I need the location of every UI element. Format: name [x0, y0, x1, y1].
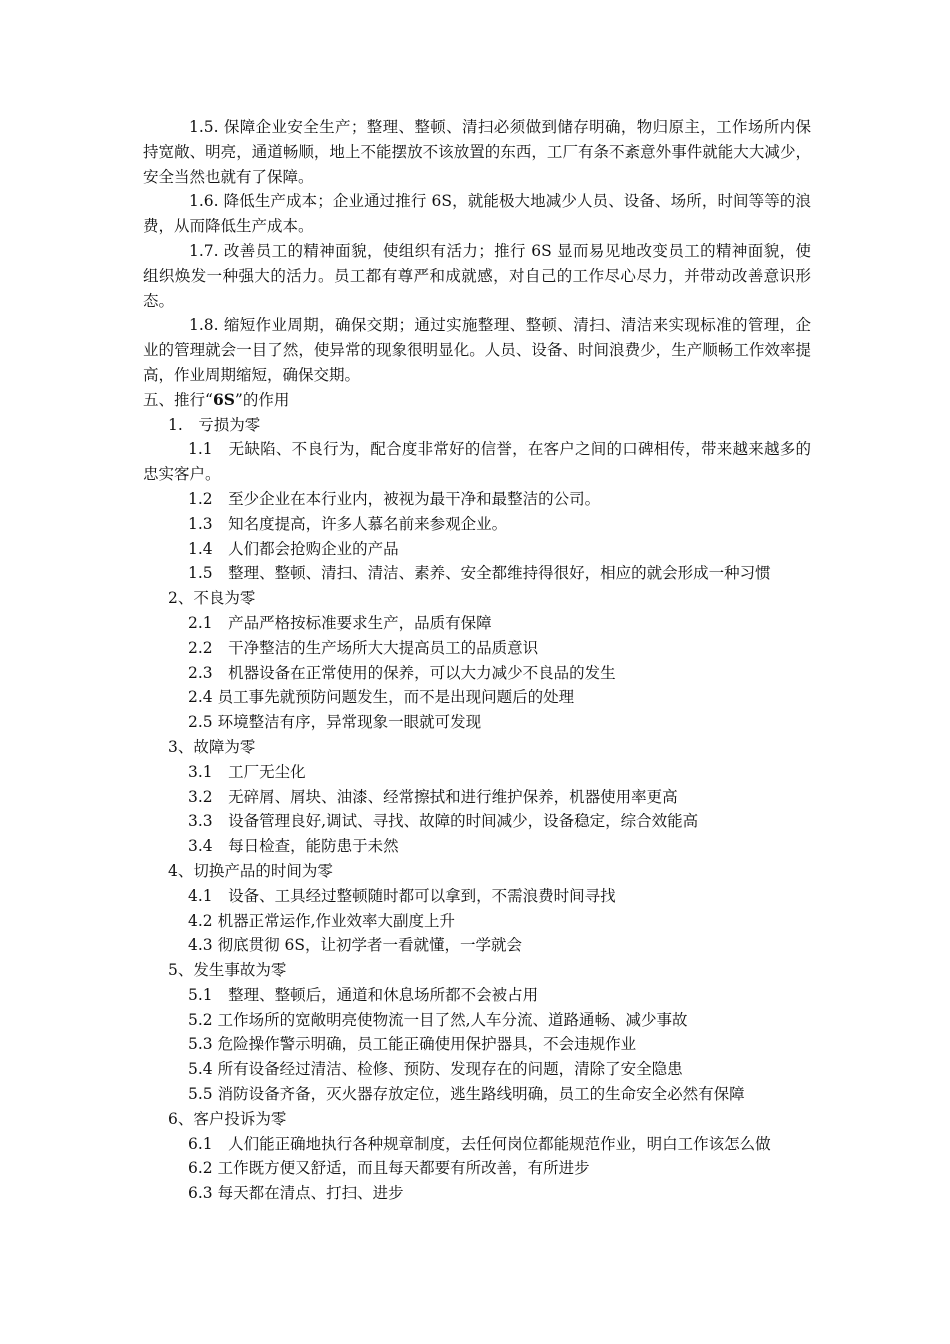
group-title: 3、故障为零 [168, 737, 256, 756]
item-text: 设备管理良好,调试、寻找、故障的时间减少，设备稳定，综合效能高 [212, 812, 699, 831]
list-item [143, 834, 811, 859]
item-number: 4.3 [188, 936, 213, 955]
list-item [143, 909, 811, 934]
item-number: 2.4 [188, 688, 213, 707]
list-item [143, 561, 811, 586]
list-item [143, 685, 811, 710]
item-text: 彻底贯彻 6S，让初学者一看就懂，一学就会 [212, 936, 522, 955]
paragraph-1-6: 1.6. 降低生产成本；企业通过推行 6S，就能极大地减少人员、设备、场所，时间等等的浪费，从而降低生产成本。 [143, 192, 811, 236]
list-item [143, 611, 811, 636]
item-number: 5.5 [188, 1085, 213, 1104]
item-number: 1.5 [188, 564, 213, 583]
list-item [143, 933, 811, 958]
item-number: 5.3 [188, 1035, 213, 1054]
list-item [143, 1082, 811, 1107]
benefit-groups [143, 413, 811, 1207]
item-number: 3.1 [188, 762, 213, 781]
group-title: 5、发生事故为零 [168, 961, 287, 980]
item-number: 1.2 [188, 489, 213, 508]
item-text: 无缺陷、不良行为，配合度非常好的信誉，在客户之间的口碑相传，带来越来越多的忠实客户。 [143, 440, 811, 484]
item-text: 工作既方便又舒适，而且每天都要有所改善，有所进步 [212, 1159, 590, 1178]
item-text: 员工事先就预防问题发生，而不是出现问题后的处理 [212, 688, 575, 707]
list-item [143, 1132, 811, 1157]
item-number: 6.2 [188, 1159, 213, 1178]
item-number: 3.4 [188, 837, 213, 856]
item-number: 2.3 [188, 663, 213, 682]
list-item [143, 537, 811, 562]
item-text: 整理、整顿后，通道和休息场所都不会被占用 [212, 985, 539, 1004]
item-number: 1.4 [188, 539, 213, 558]
list-item [143, 636, 811, 661]
paragraph-1-5: 1.5. 保障企业安全生产；整理、整顿、清扫必须做到储存明确，物归原主，工作场所内保持宽敞、明亮，通道畅顺，地上不能摆放不该放置的东西，工厂有条不紊意外事件就能大大减少，安全当然也就有了保障。 [143, 118, 811, 186]
item-text: 知名度提高，许多人慕名前来参观企业。 [212, 514, 508, 533]
list-item [143, 1008, 811, 1033]
item-text: 设备、工具经过整顿随时都可以拿到，不需浪费时间寻找 [212, 886, 616, 905]
list-item [143, 809, 811, 834]
list-item [143, 1156, 811, 1181]
group-title: 1. 亏损为零 [168, 415, 261, 434]
item-number: 2.2 [188, 638, 213, 657]
item-number: 2.5 [188, 713, 213, 732]
item-text: 所有设备经过清洁、检修、预防、发现存在的问题，清除了安全隐患 [212, 1060, 683, 1079]
item-number: 3.3 [188, 812, 213, 831]
item-text: 整理、整顿、清扫、清洁、素养、安全都维持得很好，相应的就会形成一种习惯 [212, 564, 771, 583]
item-text: 至少企业在本行业内，被视为最干净和最整洁的公司。 [212, 489, 601, 508]
list-item [143, 512, 811, 537]
paragraph-1-7: 1.7. 改善员工的精神面貌，使组织有活力；推行 6S 显而易见地改变员工的精神面貌，使组织焕发一种强大的活力。员工都有尊严和成就感，对自己的工作尽心尽力，并带动改善意识形态。 [143, 241, 811, 310]
item-text: 人们都会抢购企业的产品 [212, 539, 399, 558]
item-text: 机器设备在正常使用的保养，可以大力减少不良品的发生 [212, 663, 616, 682]
item-number: 5.1 [188, 985, 213, 1004]
item-number: 1.3 [188, 514, 213, 533]
item-text: 干净整洁的生产场所大大提高员工的品质意识 [212, 638, 539, 657]
document-page [143, 115, 811, 1206]
group-title: 6、客户投诉为零 [168, 1109, 287, 1128]
item-number: 2.1 [188, 613, 213, 632]
list-item [143, 710, 811, 735]
item-number: 1.1 [188, 440, 213, 459]
item-text: 产品严格按标准要求生产，品质有保障 [212, 613, 492, 632]
list-item [143, 884, 811, 909]
item-text: 每日检查，能防患于未然 [212, 837, 399, 856]
item-text: 工作场所的宽敞明亮使物流一目了然,人车分流、道路通畅、减少事故 [212, 1010, 688, 1029]
list-item [143, 760, 811, 785]
section-title-prefix: 五、推行“ [143, 390, 213, 409]
item-text: 机器正常运作,作业效率大副度上升 [212, 911, 456, 930]
item-text: 工厂无尘化 [212, 762, 306, 781]
item-number: 5.2 [188, 1010, 213, 1029]
paragraph-1-8: 1.8. 缩短作业周期，确保交期；通过实施整理、整顿、清扫、清洁来实现标准的管理，企业的管理就会一目了然，使异常的现象很明显化。人员、设备、时间浪费少，生产顺畅工作效率提高，作业周期缩短，确保交期。 [143, 316, 811, 384]
list-item [143, 785, 811, 810]
item-number: 3.2 [188, 787, 213, 806]
list-item [143, 1057, 811, 1082]
item-number: 6.1 [188, 1134, 213, 1153]
list-item [143, 1181, 811, 1206]
section-title-6s: 6S [212, 389, 235, 409]
item-number: 5.4 [188, 1060, 213, 1079]
list-item [143, 661, 811, 686]
section-title-suffix: ”的作用 [234, 390, 290, 409]
list-item [143, 1032, 811, 1057]
item-number: 4.1 [188, 886, 213, 905]
item-number: 6.3 [188, 1184, 213, 1203]
section-title [143, 388, 811, 413]
group-title: 4、切换产品的时间为零 [168, 861, 333, 880]
group-title: 2、不良为零 [168, 589, 256, 608]
item-text: 无碎屑、屑块、油漆、经常擦拭和进行维护保养，机器使用率更高 [212, 787, 678, 806]
item-text: 消防设备齐备，灭火器存放定位，逃生路线明确，员工的生命安全必然有保障 [212, 1085, 745, 1104]
list-item [143, 437, 811, 487]
item-text: 每天都在清点、打扫、进步 [212, 1184, 404, 1203]
item-text: 危险操作警示明确，员工能正确使用保护器具，不会违规作业 [212, 1035, 637, 1054]
item-number: 4.2 [188, 911, 213, 930]
item-text: 人们能正确地执行各种规章制度，去任何岗位都能规范作业，明白工作该怎么做 [212, 1134, 771, 1153]
list-item [143, 487, 811, 512]
item-text: 环境整洁有序，异常现象一眼就可发现 [212, 713, 482, 732]
list-item [143, 983, 811, 1008]
